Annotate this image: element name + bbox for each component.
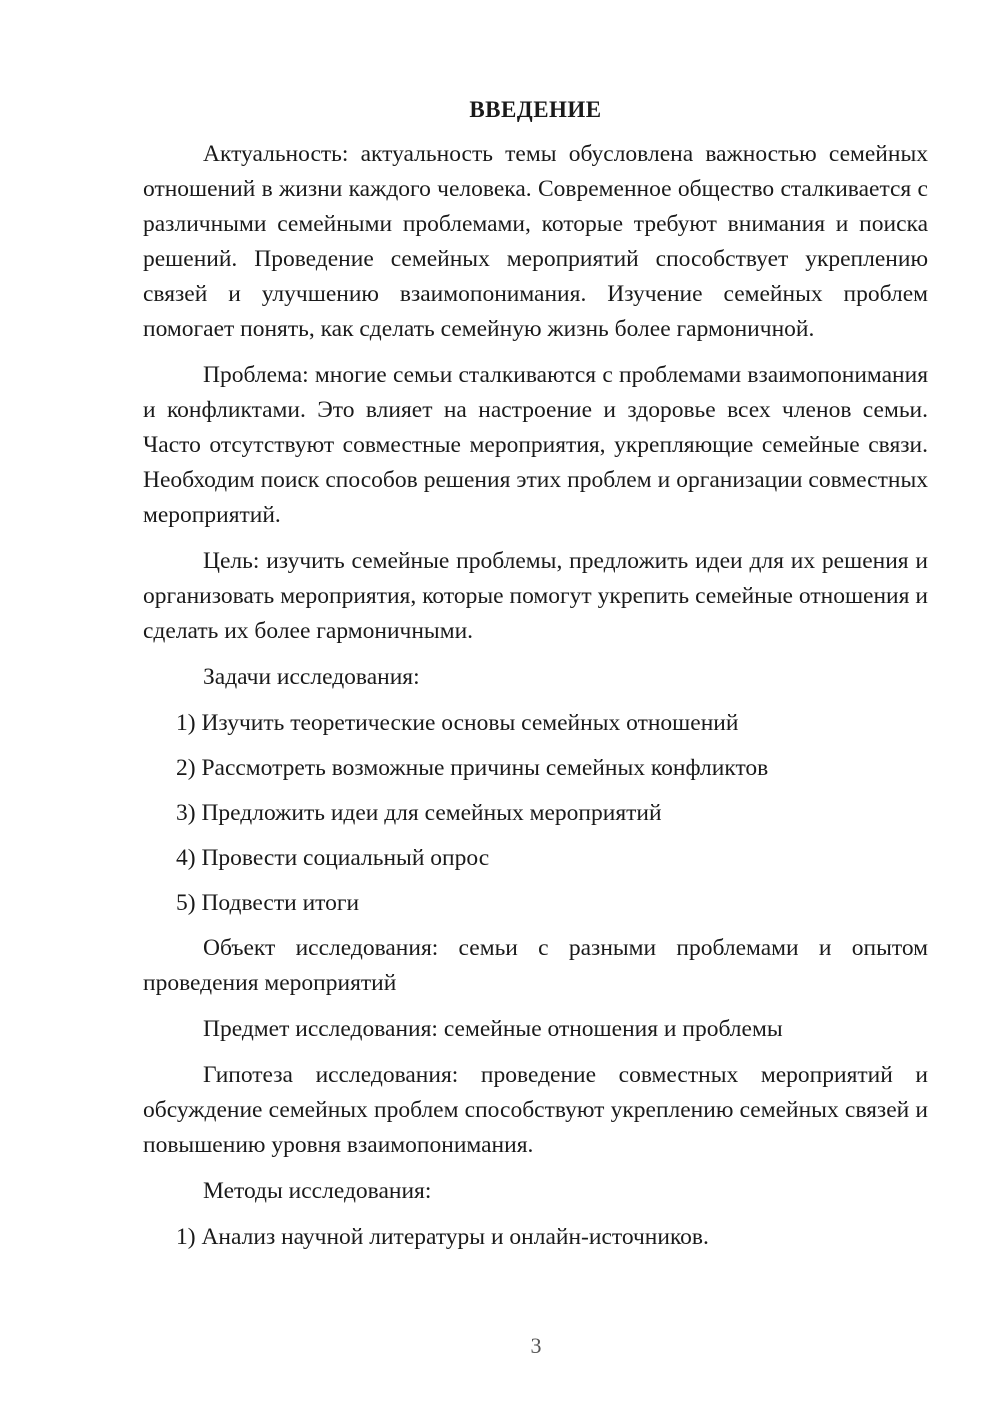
paragraph-goal: Цель: изучить семейные проблемы, предложить идеи для их решения и организовать мероприятия, которые помогут укрепить семейные отношения и сделать их более гармоничными. bbox=[143, 548, 928, 644]
page-title: ВВЕДЕНИЕ bbox=[469, 97, 602, 122]
tasks-heading: Задачи исследования: bbox=[203, 664, 420, 690]
paragraph-problem: Проблема: многие семьи сталкиваются с проблемами взаимопонимания и конфликтами. Это влияет на настроение и здоровье всех членов семьи. Часто отсутствуют совместные мероприятия, укрепляющие семейные связи. Необходим поиск способов решения этих проблем и организации совместных мероприятий. bbox=[143, 362, 928, 528]
methods-list bbox=[143, 1220, 928, 1255]
list-item: 2) Рассмотреть возможные причины семейных конфликтов bbox=[176, 755, 769, 781]
paragraph-object: Объект исследования: семьи с разными проблемами и опытом проведения мероприятий bbox=[143, 935, 928, 996]
list-item: 5) Подвести итоги bbox=[176, 890, 360, 916]
list-item: 1) Изучить теоретические основы семейных отношений bbox=[176, 710, 739, 736]
page-number: 3 bbox=[530, 1333, 542, 1358]
paragraph-hypothesis: Гипотеза исследования: проведение совместных мероприятий и обсуждение семейных проблем способствуют укреплению семейных связей и повышению уровня взаимопонимания. bbox=[143, 1062, 928, 1158]
page-content bbox=[143, 92, 928, 1265]
paragraph-relevance: Актуальность: актуальность темы обусловлена важностью семейных отношений в жизни каждого человека. Современное общество сталкивается с различными семейными проблемами, которые требуют внимания и поиска решений. Проведение семейных мероприятий способствует укреплению связей и улучшению взаимопонимания. Изучение семейных проблем помогает понять, как сделать семейную жизнь более гармоничной. bbox=[143, 141, 928, 342]
list-item: 3) Предложить идеи для семейных мероприятий bbox=[176, 800, 662, 826]
tasks-list bbox=[143, 706, 928, 921]
list-item: 4) Провести социальный опрос bbox=[176, 845, 490, 871]
list-item: 1) Анализ научной литературы и онлайн-источников. bbox=[176, 1224, 709, 1250]
methods-heading: Методы исследования: bbox=[203, 1178, 432, 1204]
paragraph-subject: Предмет исследования: семейные отношения и проблемы bbox=[203, 1016, 783, 1042]
